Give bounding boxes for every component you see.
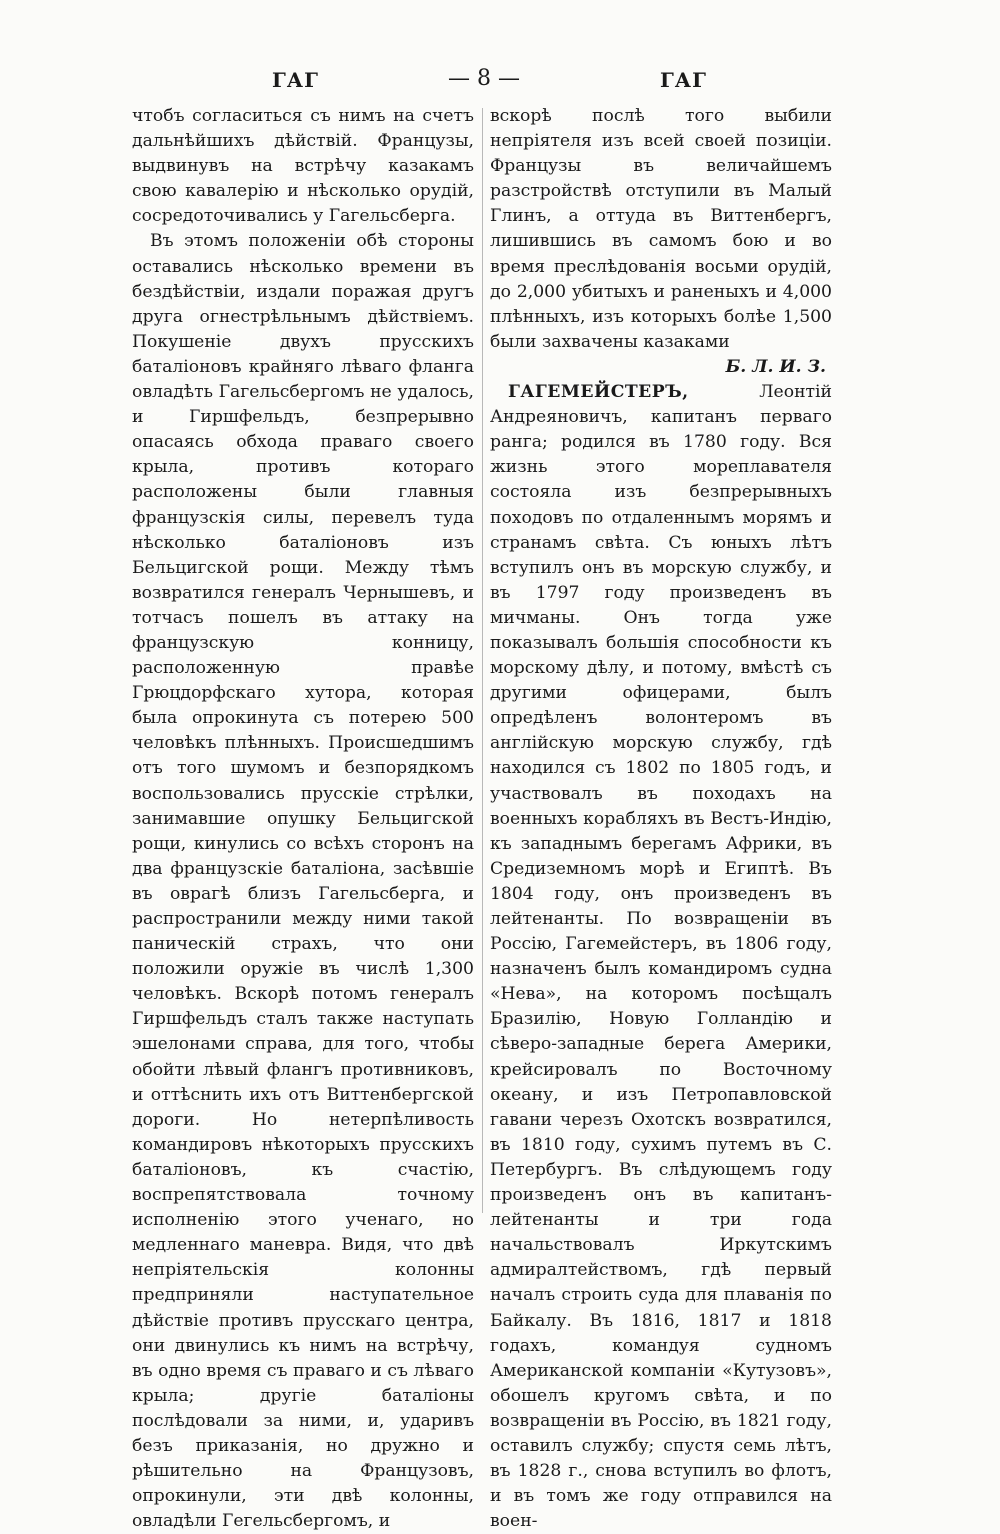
page-number: — 8 —	[448, 66, 520, 91]
column-divider	[482, 108, 483, 1213]
left-paragraph-1: чтобъ согласиться съ нимъ на счетъ дальнѣйшихъ дѣйствій. Французы, выдвинувъ на встрѣчу казакамъ свою кавалерію и нѣсколько орудій, сосредоточивались у Гагельсберга.	[132, 106, 474, 227]
right-paragraph-1: вскорѣ послѣ того выбили непріятеля изъ всей своей позиціи. Французы въ величайшемъ разстройствѣ отступили въ Малый Глинъ, а оттуда въ Виттенбергъ, лишившись въ самомъ бою и во время преслѣдованія восьми орудій, до 2,000 убитыхъ и раненыхъ и 4,000 плѣнныхъ, изъ которыхъ болѣе 1,500 были захвачены казаками	[490, 106, 832, 352]
running-head-right: ГАГ	[660, 68, 707, 92]
entry-paragraph	[490, 380, 832, 1534]
author-signature: Б. Л. И. З.	[725, 356, 826, 377]
right-column	[490, 104, 832, 1534]
entry-headword: ГАГЕМЕЙСТЕРЪ,	[508, 382, 689, 403]
running-head-left: ГАГ	[272, 68, 319, 92]
entry-text: Леонтій Андреяновичъ, капитанъ перваго ранга; родился въ 1780 году. Вся жизнь этого мореплавателя состояла изъ безпрерывныхъ походовъ по отдаленнымъ морямъ и странамъ свѣта. Съ юныхъ лѣтъ вступилъ онъ въ морскую службу, и въ 1797 году произведенъ въ мичманы. Онъ тогда уже показывалъ большія способности къ морскому дѣлу, и потому, вмѣстѣ съ другими офицерами, былъ опредѣленъ волонтеромъ въ англійскую морскую службу, гдѣ находился съ 1802 по 1805 годъ, и участвовалъ въ походахъ на военныхъ корабляхъ въ Вестъ-Индію, къ западнымъ берегамъ Африки, въ Средиземномъ морѣ и Египтѣ. Въ 1804 году, онъ произведенъ въ лейтенанты. По возвращеніи въ Россію, Гагемейстеръ, въ 1806 году, назначенъ былъ командиромъ судна «Нева», на которомъ посѣщалъ Бразилію, Новую Голландію и сѣверо-западные берега Америки, крейсировалъ по Восточному океану, и изъ Петропавловской гавани черезъ Охотскъ возвратился, въ 1810 году, сухимъ путемъ въ С. Петербургъ. Въ слѣдующемъ году произведенъ онъ въ капитанъ-лейтенанты и три года начальствовалъ Иркутскимъ адмиралтействомъ, гдѣ первый началъ строить суда для плаванія по Байкалу. Въ 1816, 1817 и 1818 годахъ, командуя судномъ Американской компаніи «Кутузовъ», обошелъ кругомъ свѣта, и по возвращеніи въ Россію, въ 1821 году, оставилъ службу; спустя семь лѣтъ, въ 1828 г., снова вступилъ во флотъ, и въ томъ же году отправился на воен-	[490, 382, 832, 1532]
left-column	[132, 104, 474, 1534]
page-header	[0, 64, 1000, 98]
left-paragraph-2: Въ этомъ положеніи обѣ стороны оставались нѣсколько времени въ бездѣйствіи, издали поражая другъ друга огнестрѣльнымъ дѣйствіемъ. Покушеніе двухъ прусскихъ баталіоновъ крайняго лѣваго фланга овладѣть Гагельсбергомъ не удалось, и Гиршфельдъ, безпрерывно опасаясь обхода праваго своего крыла, противъ котораго расположены были главныя французскія силы, перевелъ туда нѣсколько баталіоновъ изъ Бельцигской рощи. Между тѣмъ возвратился генералъ Чернышевъ, и тотчасъ пошелъ въ аттаку на французскую конницу, расположенную правѣе Грюцдорфскаго хутора, которая была опрокинута съ потерею 500 человѣкъ плѣнныхъ. Происшедшимъ отъ того шумомъ и безпорядкомъ воспользовались прусскіе стрѣлки, занимавшие опушку Бельцигской рощи, кинулись со всѣхъ сторонъ на два французскіе баталіона, засѣвшіе въ оврагѣ близъ Гагельсберга, и распространили между ними такой паническій страхъ, что они положили оружіе въ числѣ 1,300 человѣкъ. Вскорѣ потомъ генералъ Гиршфельдъ сталъ также наступать эшелонами справа, для того, чтобы обойти лѣвый флангъ противниковъ, и оттѣснить ихъ отъ Виттенбергской дороги. Но нетерпѣливость командировъ нѣкоторыхъ прусскихъ баталіоновъ, къ счастію, воспрепятствовала точному исполненію этого ученаго, но медленнаго маневра. Видя, что двѣ непріятельскія колонны предприняли наступательное дѣйствіе противъ прусскаго центра, они двинулись къ нимъ на встрѣчу, въ одно время съ праваго и съ лѣваго крыла; другіе баталіоны послѣдовали за ними, и, ударивъ безъ приказанія, но дружно и рѣшительно на Французовъ, опрокинули, эти двѣ колонны, овладѣли Гегельсбергомъ, и	[132, 231, 474, 1532]
